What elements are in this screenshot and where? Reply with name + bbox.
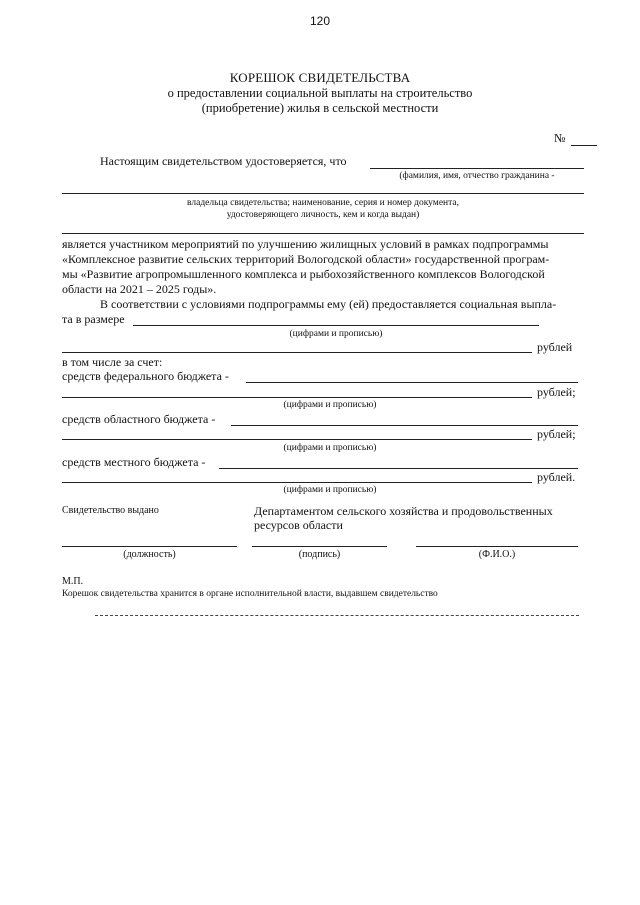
number-label: № (554, 131, 566, 145)
regional-field[interactable] (231, 425, 578, 426)
owner-hint-2: удостоверяющего личность, кем и когда выдан) (226, 210, 420, 220)
issued-by-label: Свидетельство выдано (62, 505, 159, 516)
fio-signature-hint: (Ф.И.О.) (478, 549, 516, 560)
storage-note: Корешок свидетельства хранится в органе исполнительной власти, выдавшем свидетельство (62, 589, 438, 599)
document-subtitle-1: о предоставлении социальной выплаты на строительство (167, 86, 473, 100)
position-field[interactable] (62, 546, 237, 547)
amount-field[interactable] (133, 325, 539, 326)
certify-text: Настоящим свидетельством удостоверяется, что (100, 154, 347, 168)
federal-rubles: рублей; (537, 385, 576, 399)
federal-hint: (цифрами и прописью) (283, 400, 377, 410)
federal-field-2[interactable] (62, 397, 532, 398)
regional-field-2[interactable] (62, 439, 532, 440)
local-field-2[interactable] (62, 482, 532, 483)
participant-line-2: «Комплексное развитие сельских территорий Вологодской области» государственной програм- (62, 252, 550, 266)
document-title: КОРЕШОК СВИДЕТЕЛЬСТВА (229, 70, 411, 85)
document-subtitle-2: (приобретение) жилья в сельской местности (201, 101, 439, 115)
issued-by-1: Департаментом сельского хозяйства и продовольственных (254, 504, 553, 518)
owner-field-2[interactable] (62, 233, 584, 234)
participant-line-1: является участником мероприятий по улучшению жилищных условий в рамках подпрограммы (62, 237, 549, 251)
page-number: 120 (309, 14, 331, 28)
federal-label: средств федерального бюджета - (62, 369, 229, 383)
fio-signature-field[interactable] (416, 546, 578, 547)
owner-field[interactable] (62, 193, 584, 194)
local-hint: (цифрами и прописью) (283, 485, 377, 495)
fio-hint: (фамилия, имя, отчество гражданина - (399, 171, 555, 181)
owner-hint-1: владельца свидетельства; наименование, серия и номер документа, (187, 198, 459, 208)
local-rubles: рублей. (537, 470, 576, 484)
participant-line-3: мы «Развитие агропромышленного комплекса и рыбохозяйственного комплексов Вологодской (62, 267, 545, 281)
signature-hint: (подпись) (298, 549, 341, 560)
including-label: в том числе за счет: (62, 355, 163, 369)
condition-line-1: В соответствии с условиями подпрограммы ему (ей) предоставляется социальная выпла- (100, 297, 557, 311)
stamp-label: М.П. (62, 576, 84, 587)
regional-label: средств областного бюджета - (62, 412, 216, 426)
regional-rubles: рублей; (537, 427, 576, 441)
number-field[interactable] (571, 145, 597, 146)
fio-field[interactable] (370, 168, 584, 169)
regional-hint: (цифрами и прописью) (283, 443, 377, 453)
amount-field-2[interactable] (62, 352, 532, 353)
position-hint: (должность) (123, 549, 176, 560)
condition-line-2: та в размере (62, 312, 125, 326)
federal-field[interactable] (246, 382, 578, 383)
rubles-label: рублей (537, 340, 573, 354)
signature-field[interactable] (252, 546, 387, 547)
cut-line (95, 615, 579, 616)
issued-by-2: ресурсов области (254, 518, 343, 532)
amount-hint: (цифрами и прописью) (289, 329, 383, 339)
local-label: средств местного бюджета - (62, 455, 206, 469)
local-field[interactable] (219, 468, 578, 469)
participant-line-4: области на 2021 – 2025 годы». (62, 282, 217, 296)
